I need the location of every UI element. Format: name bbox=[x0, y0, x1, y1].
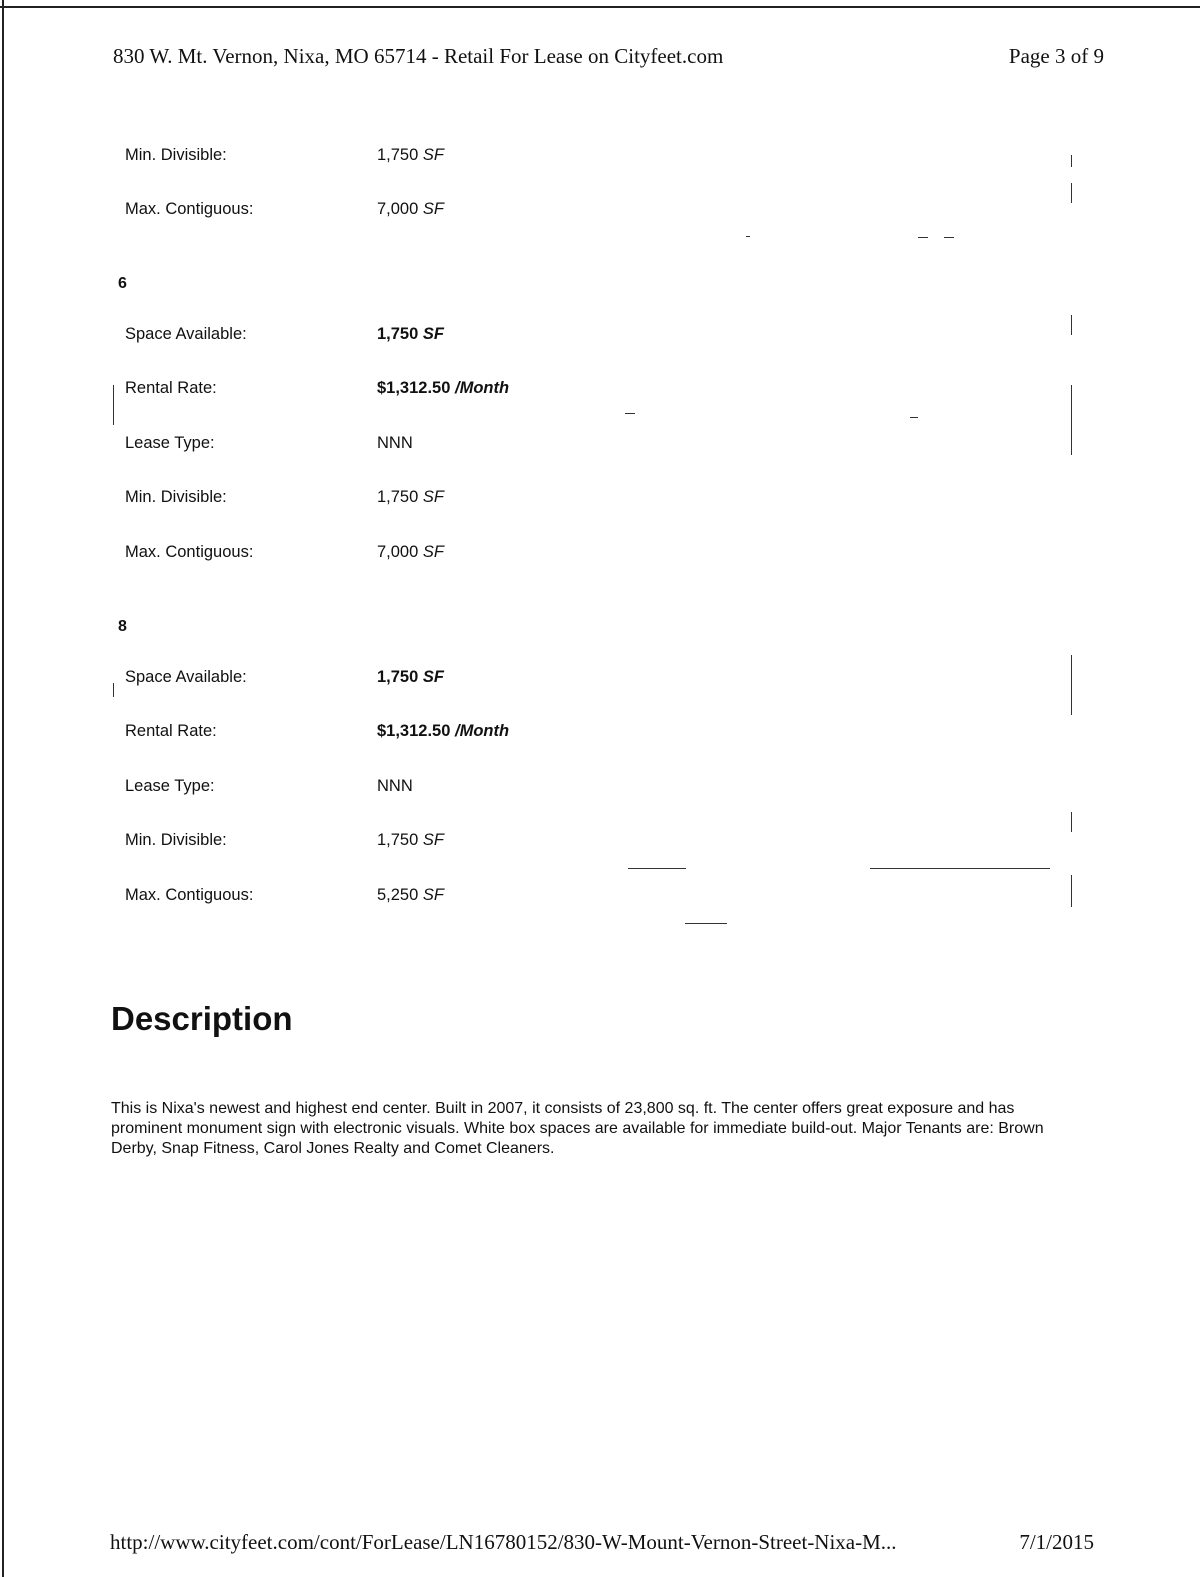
field-label: Max. Contiguous: bbox=[125, 543, 254, 561]
field-value bbox=[377, 886, 444, 905]
scan-artifact bbox=[113, 385, 114, 425]
scan-artifact bbox=[1071, 812, 1072, 832]
field-label: Rental Rate: bbox=[125, 722, 217, 740]
scan-artifact bbox=[918, 237, 928, 238]
field-value bbox=[377, 488, 444, 507]
field-label: Max. Contiguous: bbox=[125, 886, 254, 904]
scan-artifact bbox=[1071, 183, 1072, 203]
value-number: 1,750 bbox=[377, 325, 419, 343]
field-value bbox=[377, 325, 444, 344]
value-unit: /Month bbox=[455, 722, 510, 740]
max-contiguous-row bbox=[0, 543, 1200, 567]
value-unit: /Month bbox=[455, 379, 510, 397]
space-available-row bbox=[0, 325, 1200, 349]
value-number: $1,312.50 bbox=[377, 379, 451, 397]
scan-artifact bbox=[1071, 875, 1072, 907]
field-value bbox=[377, 668, 444, 687]
value-number: 7,000 bbox=[377, 543, 419, 561]
value-unit: SF bbox=[422, 831, 444, 849]
field-value: NNN bbox=[377, 434, 413, 452]
value-number: $1,312.50 bbox=[377, 722, 451, 740]
space-available-row bbox=[0, 668, 1200, 692]
scan-top-edge bbox=[0, 6, 1200, 8]
value-unit: SF bbox=[422, 488, 444, 506]
description-heading: Description bbox=[111, 1000, 293, 1037]
field-label: Min. Divisible: bbox=[125, 831, 227, 849]
min-divisible-row bbox=[0, 831, 1200, 855]
scan-artifact bbox=[113, 683, 114, 697]
value-unit: SF bbox=[422, 146, 444, 164]
scan-artifact bbox=[628, 868, 686, 869]
scan-artifact bbox=[944, 237, 954, 238]
value-number: 1,750 bbox=[377, 831, 419, 849]
scan-artifact bbox=[870, 868, 1050, 869]
value-unit: SF bbox=[422, 543, 444, 561]
field-value bbox=[377, 200, 444, 219]
value-number: 1,750 bbox=[377, 668, 419, 686]
field-label: Space Available: bbox=[125, 668, 247, 686]
lease-type-row bbox=[0, 777, 1200, 801]
scan-artifact bbox=[1071, 155, 1072, 167]
value-unit: SF bbox=[422, 668, 444, 686]
description-body: This is Nixa's newest and highest end center. Built in 2007, it consists of 23,800 sq. ft. The center offers great exposure and has prominent monument sign with electronic visuals. White box spaces are available for immediate build-out. Major Tenants are: Brown Derby, Snap Fitness, Carol Jones Realty and Comet Cleaners. bbox=[111, 1100, 1044, 1157]
scan-artifact bbox=[1071, 655, 1072, 715]
value-number: 1,750 bbox=[377, 488, 419, 506]
scan-artifact bbox=[685, 923, 727, 924]
prev-space-min-divisible-row bbox=[0, 146, 1200, 170]
min-divisible-row bbox=[0, 488, 1200, 512]
value-number: 5,250 bbox=[377, 886, 419, 904]
scan-artifact bbox=[910, 417, 918, 418]
value-number: 1,750 bbox=[377, 146, 419, 164]
rental-rate-row bbox=[0, 379, 1200, 403]
field-value bbox=[377, 146, 444, 165]
page-footer-url: http://www.cityfeet.com/cont/ForLease/LN16780152/830-W-Mount-Vernon-Street-Nixa-M... bbox=[110, 1530, 897, 1554]
page-number: Page 3 of 9 bbox=[1008, 44, 1104, 68]
field-label: Max. Contiguous: bbox=[125, 200, 254, 218]
space-number: 8 bbox=[118, 618, 127, 635]
space-number: 6 bbox=[118, 275, 127, 292]
value-unit: SF bbox=[422, 325, 444, 343]
field-label: Lease Type: bbox=[125, 434, 215, 452]
scan-artifact bbox=[1071, 315, 1072, 335]
value-number: 7,000 bbox=[377, 200, 419, 218]
field-value bbox=[377, 831, 444, 850]
scan-artifact bbox=[1071, 385, 1072, 455]
max-contiguous-row bbox=[0, 886, 1200, 910]
scan-artifact bbox=[625, 413, 635, 414]
field-label: Lease Type: bbox=[125, 777, 215, 795]
field-value: NNN bbox=[377, 777, 413, 795]
field-label: Rental Rate: bbox=[125, 379, 217, 397]
page-header-title: 830 W. Mt. Vernon, Nixa, MO 65714 - Retail For Lease on Cityfeet.com bbox=[113, 44, 724, 68]
field-label: Space Available: bbox=[125, 325, 247, 343]
field-label: Min. Divisible: bbox=[125, 488, 227, 506]
rental-rate-row bbox=[0, 722, 1200, 746]
field-label: Min. Divisible: bbox=[125, 146, 227, 164]
field-value bbox=[377, 722, 509, 741]
value-unit: SF bbox=[422, 200, 444, 218]
value-unit: SF bbox=[422, 886, 444, 904]
scan-artifact bbox=[746, 236, 750, 237]
page-footer-date: 7/1/2015 bbox=[1019, 1530, 1094, 1554]
field-value bbox=[377, 379, 509, 398]
field-value bbox=[377, 543, 444, 562]
prev-space-max-contiguous-row bbox=[0, 200, 1200, 224]
lease-type-row bbox=[0, 434, 1200, 458]
